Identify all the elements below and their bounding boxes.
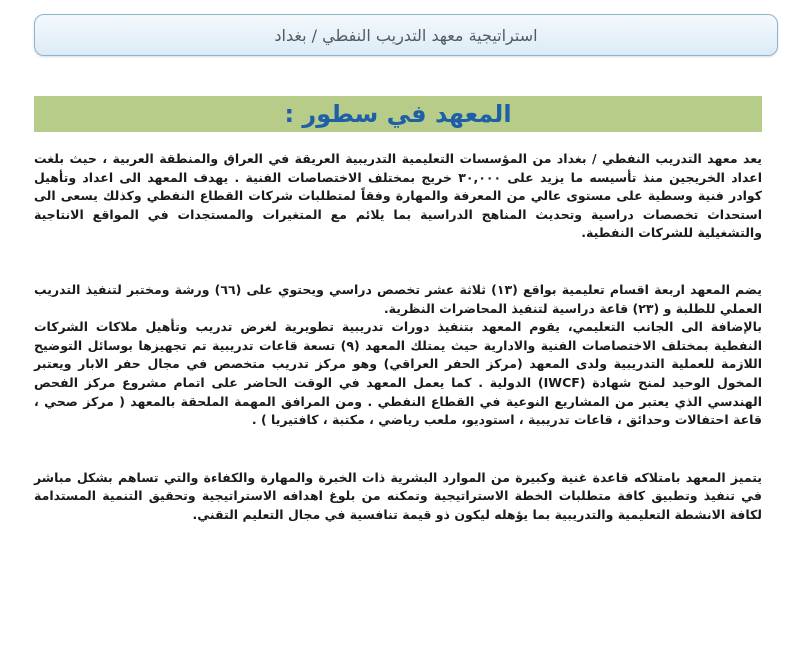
paragraph-departments: يضم المعهد اربعة اقسام تعليمية بواقع (١٣) ثلاثة عشر تخصص دراسي ويحتوي على (٦٦) ورشة ومختبر لتنفيذ التدريب العملي للطلبة و (٢٣) قاعة دراسية لتنفيذ المحاضرات النظرية. — [34, 281, 762, 316]
paragraph-intro: يعد معهد التدريب النفطي / بغداد من المؤسسات التعليمية التدريبية العريقة في العراق والمنطقة العربية ، حيث بلغت اعداد الخريجين منذ تأسيسه ما يزيد على ٣٠,٠٠٠ خريج بمختلف الاختصاصات الفنية . يهدف المعهد الى اعداد وتأهيل كوادر فنية وسطية على مستوى عالي من المعرفة والمهارة وفقاً لمتطلبات شركات القطاع النفطي وكذلك يسعى الى استحداث تخصصات دراسية وتحديث المناهج الدراسية بما يلائم مع المتغيرات والمستجدات في المواقع الانتاجية والتشغيلية للشركات النفطية. — [34, 151, 762, 241]
section-title: المعهد في سطور : — [284, 100, 512, 128]
paragraph-resources: يتميز المعهد بامتلاكه قاعدة غنية وكبيرة من الموارد البشرية ذات الخبرة والمهارة والكفاءة والتي تساهم بشكل مباشر في تنفيذ وتطبيق كافة متطلبات الخطة الاستراتيجية وتمكنه من بلوغ اهدافه الاستراتيجية وتحقيق التنمية المستدامة لكافة الانشطة التعليمية والتدريبية بما يؤهله ليكون ذو قيمة تنافسية في مجال التعليم التقني. — [34, 469, 762, 522]
section-title-bar — [34, 96, 762, 132]
paragraph-training: بالإضافة الى الجانب التعليمي، يقوم المعهد بتنفيذ دورات تدريبية تطويرية لغرض تدريب وتأهيل ملاكات الشركات النفطية بمختلف الاختصاصات الفنية والادارية حيث يمتلك المعهد (٩) تسعة قاعات تدريبية تم تجهيزها بوسائل التوضيح اللازمة للعملية التدريبية ولدى المعهد (مركز الحفر العراقي) وهو مركز تدريب متخصص في مجال حفر الابار ويعتبر المخول الوحيد لمنح شهادة (IWCF) الدولية . كما يعمل المعهد في الوقت الحاضر على اتمام مشروع مركز الفحص الهندسي الذي يعتبر من المشاريع النوعية في القطاع النفطي . ومن المرافق المهمة الملحقة بالمعهد ( مركز صحي ، قاعة احتفالات وحدائق ، قاعات تدريبية ، استوديو، ملعب رياضي ، مكتبة ، كافتيريا ) . — [34, 319, 762, 428]
paragraph-spacer — [34, 243, 762, 281]
header-banner — [34, 14, 778, 56]
document-body — [34, 150, 762, 525]
paragraph-spacer — [34, 430, 762, 469]
header-title: استراتيجية معهد التدريب النفطي / بغداد — [274, 25, 538, 45]
